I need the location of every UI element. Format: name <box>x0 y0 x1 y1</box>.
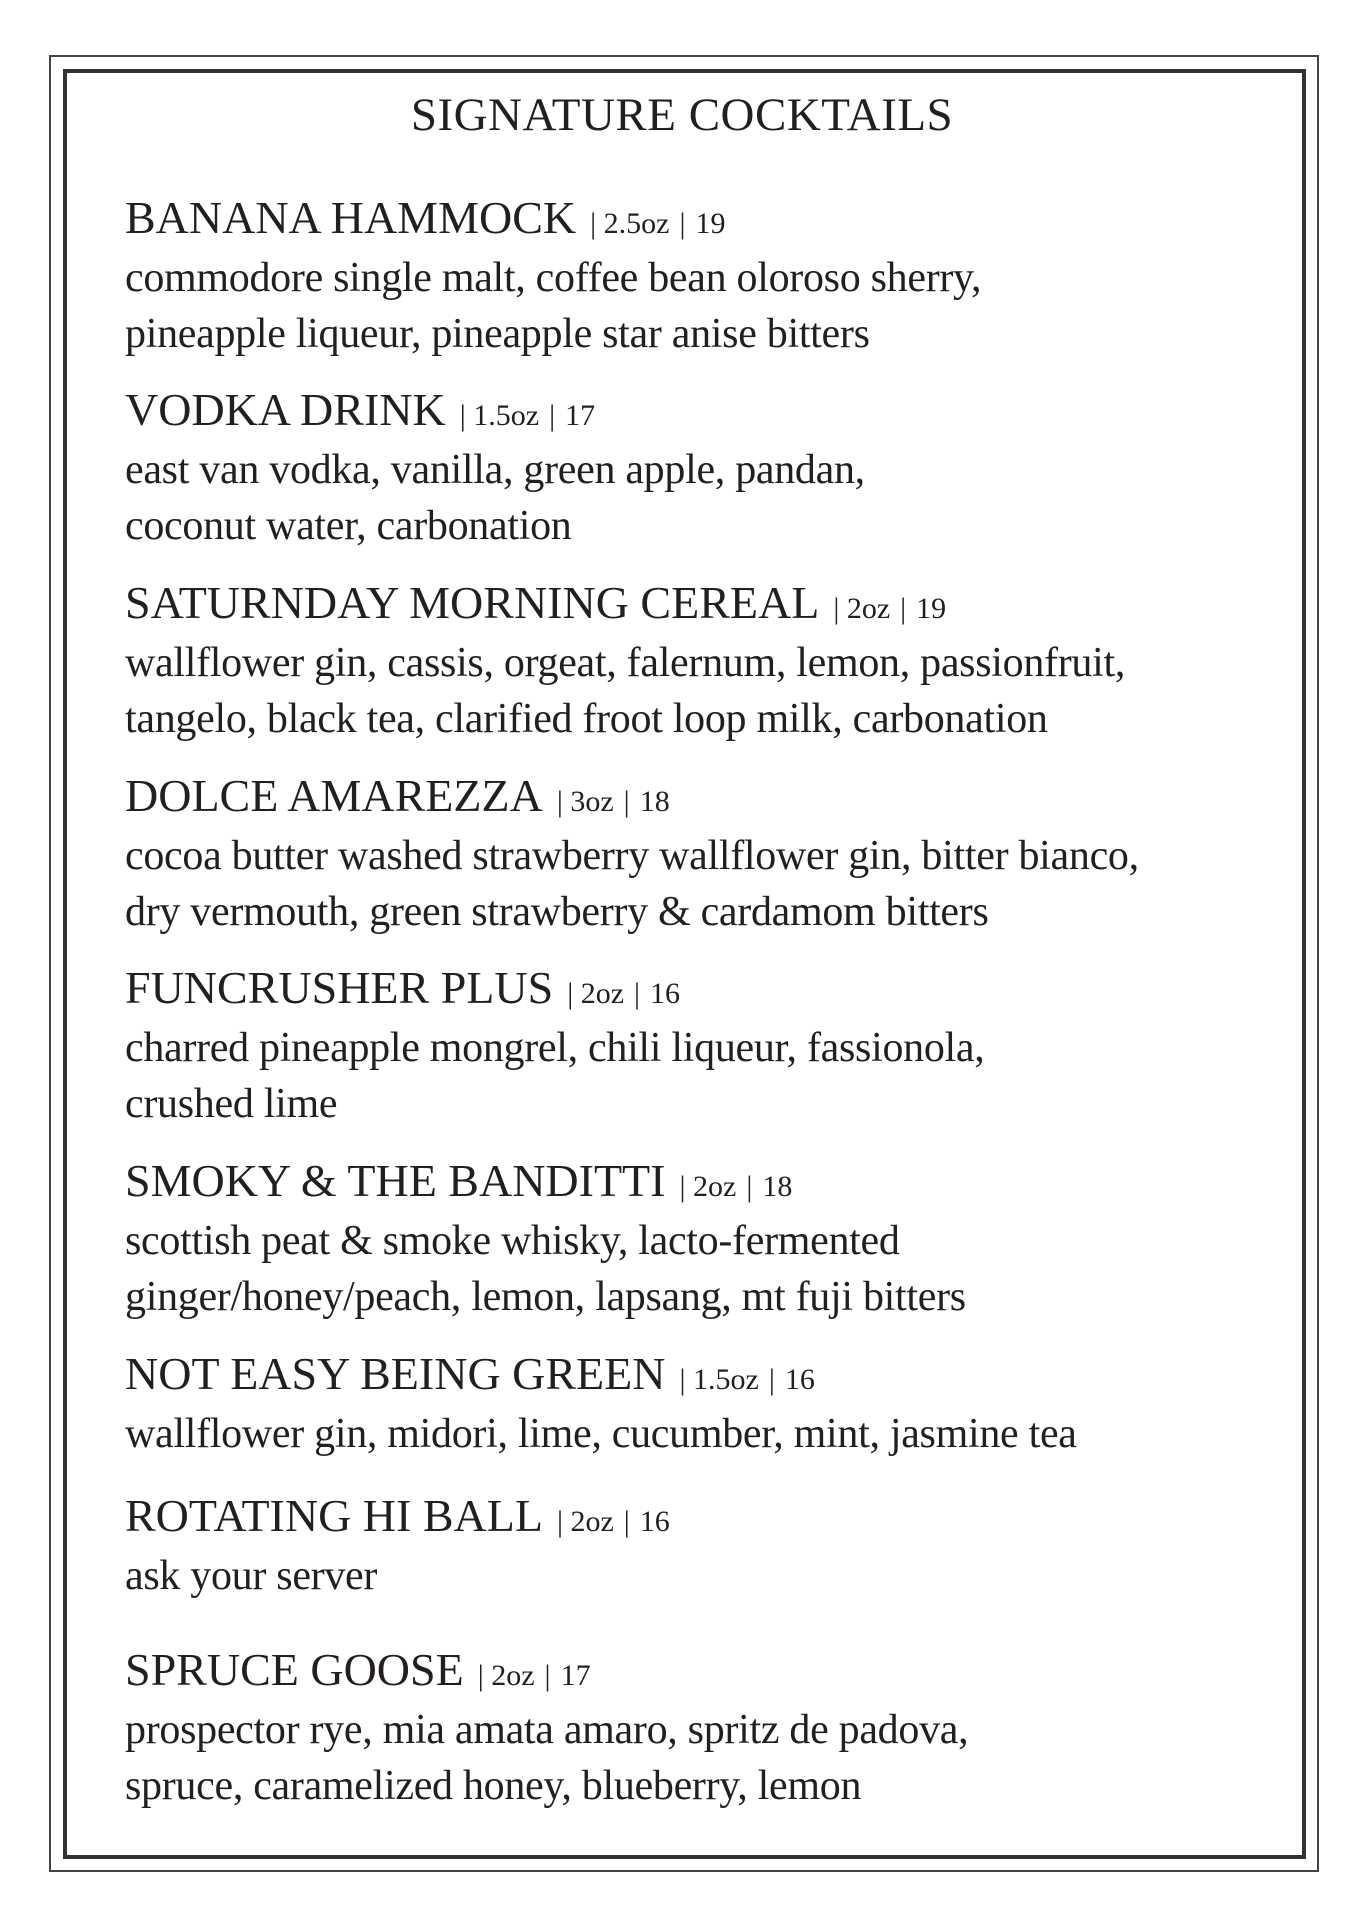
separator: | <box>833 592 840 625</box>
separator: | <box>623 1505 630 1538</box>
cocktail-price: 18 <box>639 785 670 818</box>
cocktail-ingredients: wallflower gin, cassis, orgeat, falernum, lemon, passionfruit, <box>125 640 1126 686</box>
cocktail-header <box>125 193 1285 249</box>
cocktail-header <box>125 1156 1285 1212</box>
cocktail-item <box>125 385 1285 553</box>
cocktail-item <box>125 771 1285 939</box>
cocktail-size: 1.5oz <box>473 399 540 432</box>
menu-title: SIGNATURE COCKTAILS <box>410 89 954 141</box>
cocktail-header <box>125 385 1285 441</box>
cocktail-ingredients: wallflower gin, midori, lime, cucumber, mint, jasmine tea <box>125 1411 1077 1457</box>
separator: | <box>679 207 686 240</box>
cocktail-item <box>125 193 1285 361</box>
cocktail-item <box>125 578 1285 746</box>
cocktail-meta <box>478 1659 591 1692</box>
cocktail-size: 2oz <box>491 1659 535 1692</box>
cocktail-header <box>125 771 1285 827</box>
separator: | <box>679 1363 686 1396</box>
cocktail-size: 2oz <box>693 1170 737 1203</box>
cocktail-ingredients: prospector rye, mia amata amaro, spritz de padova, <box>125 1707 969 1753</box>
separator: | <box>768 1363 775 1396</box>
cocktail-item <box>125 963 1285 1131</box>
cocktail-ingredients: dry vermouth, green strawberry & cardamom bitters <box>125 889 989 935</box>
cocktail-size: 2oz <box>846 592 891 625</box>
separator: | <box>746 1170 753 1203</box>
separator: | <box>556 785 563 818</box>
cocktail-meta <box>557 785 670 818</box>
cocktail-ingredients: charred pineapple mongrel, chili liqueur, fassionola, <box>125 1025 985 1071</box>
cocktail-price: 18 <box>762 1170 793 1203</box>
cocktail-header <box>125 1349 1285 1405</box>
cocktail-header <box>125 963 1285 1019</box>
cocktail-ingredients: tangelo, black tea, clarified froot loop milk, carbonation <box>125 696 1048 742</box>
cocktail-price: 16 <box>784 1363 815 1396</box>
separator: | <box>634 977 641 1010</box>
cocktail-meta <box>460 399 595 432</box>
cocktail-item <box>125 1491 1285 1603</box>
cocktail-ingredients: crushed lime <box>125 1081 338 1127</box>
cocktail-price: 16 <box>650 977 681 1010</box>
cocktail-ingredients: east van vodka, vanilla, green apple, pandan, <box>125 447 865 493</box>
cocktail-name: ROTATING HI BALL <box>125 1490 543 1541</box>
separator: | <box>590 207 597 240</box>
separator: | <box>567 977 574 1010</box>
cocktail-ingredients: cocoa butter washed strawberry wallflower gin, bitter bianco, <box>125 833 1139 879</box>
cocktail-header <box>125 578 1285 634</box>
cocktail-price: 17 <box>565 399 596 432</box>
cocktail-item <box>125 1645 1285 1813</box>
separator: | <box>679 1170 686 1203</box>
cocktail-ingredients: commodore single malt, coffee bean oloroso sherry, <box>125 255 982 301</box>
cocktail-name: FUNCRUSHER PLUS <box>125 962 554 1013</box>
cocktail-ingredients: pineapple liqueur, pineapple star anise bitters <box>125 311 870 357</box>
separator: | <box>459 399 466 432</box>
cocktail-meta <box>679 1170 792 1203</box>
cocktail-name: SPRUCE GOOSE <box>125 1644 464 1695</box>
cocktail-ingredients: spruce, caramelized honey, blueberry, lemon <box>125 1763 862 1809</box>
cocktail-ingredients: coconut water, carbonation <box>125 503 572 549</box>
cocktail-header <box>125 1645 1285 1701</box>
cocktail-size: 3oz <box>570 785 614 818</box>
cocktail-ingredients: ginger/honey/peach, lemon, lapsang, mt fuji bitters <box>125 1274 966 1320</box>
cocktail-item <box>125 1349 1285 1461</box>
cocktail-name: BANANA HAMMOCK <box>125 192 577 243</box>
cocktail-price: 16 <box>639 1505 670 1538</box>
cocktail-header <box>125 1491 1285 1547</box>
cocktail-item <box>125 1156 1285 1324</box>
cocktail-size: 2.5oz <box>603 207 670 240</box>
separator: | <box>544 1659 551 1692</box>
cocktail-size: 1.5oz <box>693 1363 759 1396</box>
cocktail-meta <box>833 592 946 625</box>
cocktail-name: NOT EASY BEING GREEN <box>125 1348 666 1399</box>
cocktail-meta <box>679 1363 814 1396</box>
cocktail-name: DOLCE AMAREZZA <box>125 770 543 821</box>
separator: | <box>556 1505 563 1538</box>
cocktail-ingredients: ask your server <box>125 1553 378 1599</box>
cocktail-name: SMOKY & THE BANDITTI <box>125 1155 666 1206</box>
cocktail-name: VODKA DRINK <box>125 384 446 435</box>
cocktail-size: 2oz <box>580 977 625 1010</box>
cocktail-price: 19 <box>916 592 947 625</box>
separator: | <box>477 1659 484 1692</box>
cocktail-meta <box>567 977 680 1010</box>
separator: | <box>900 592 907 625</box>
cocktail-price: 19 <box>695 207 726 240</box>
separator: | <box>623 785 630 818</box>
cocktail-meta <box>557 1505 670 1538</box>
separator: | <box>549 399 556 432</box>
cocktail-size: 2oz <box>570 1505 614 1538</box>
cocktail-price: 17 <box>560 1659 591 1692</box>
cocktail-ingredients: scottish peat & smoke whisky, lacto-fermented <box>125 1218 900 1264</box>
cocktail-name: SATURNDAY MORNING CEREAL <box>125 577 820 628</box>
cocktail-meta <box>590 207 725 240</box>
